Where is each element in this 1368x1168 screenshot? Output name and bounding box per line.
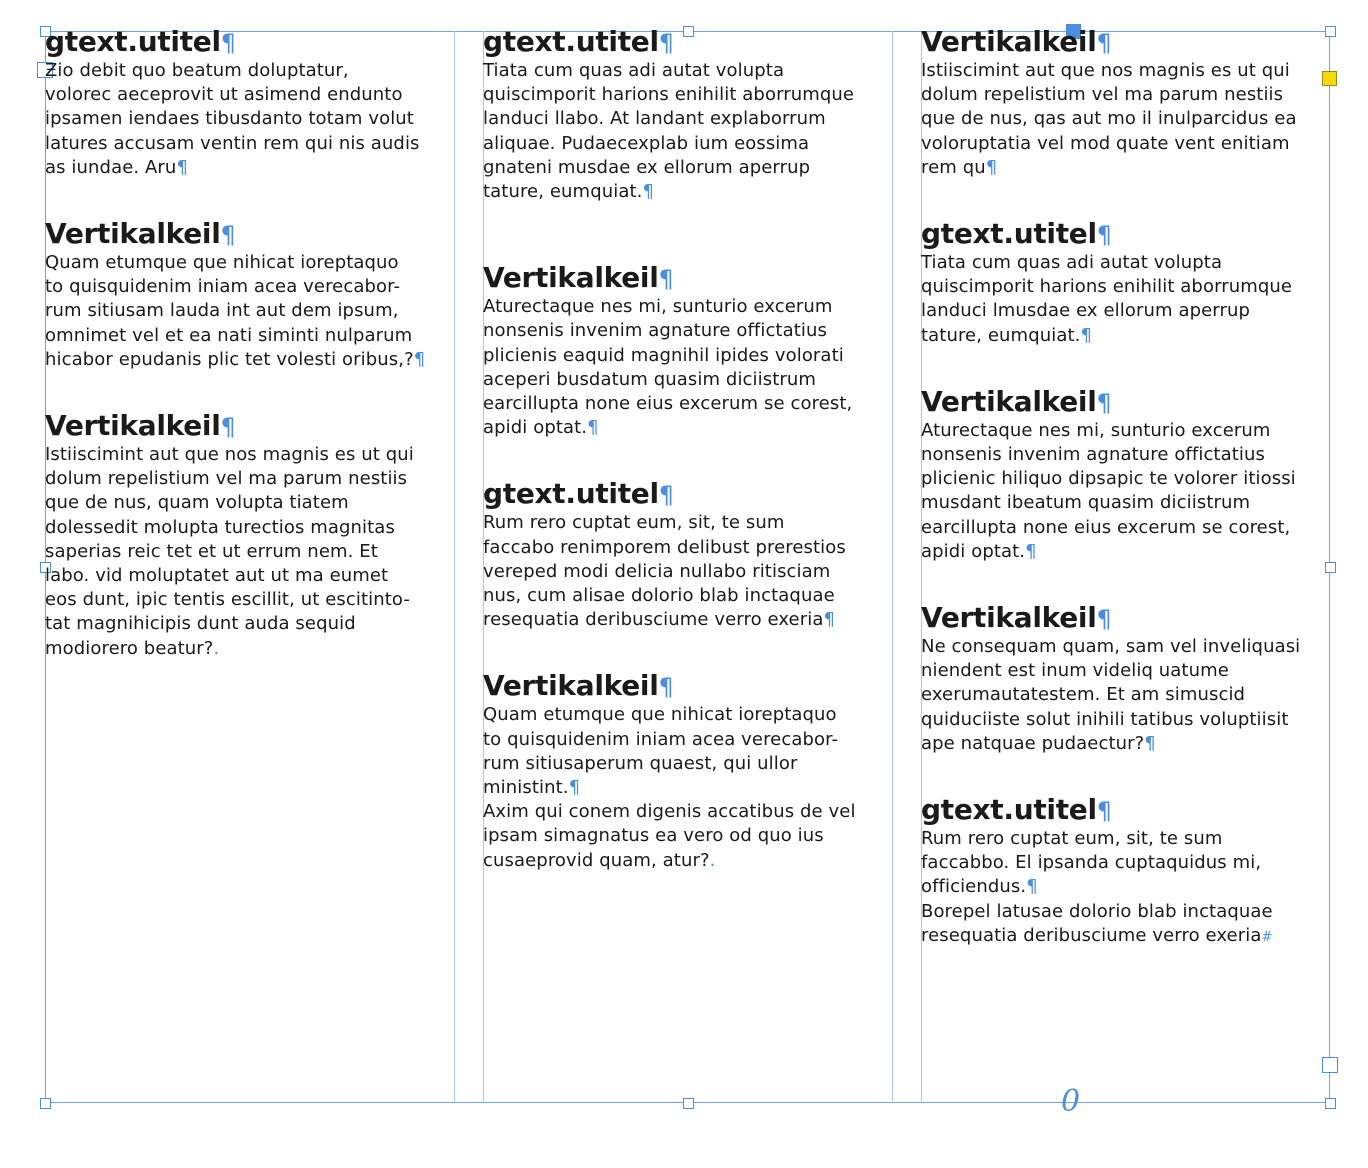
paragraph: Borepel latusae dolorio blab inctaquae resequatia deribusciume verro exeria# — [921, 900, 1273, 946]
handle-bottom-center[interactable] — [683, 1098, 694, 1109]
heading: gtext.utitel¶ — [483, 25, 674, 58]
handle-bottom-left[interactable] — [40, 1098, 51, 1109]
baseline-indicator: 0 — [1061, 1084, 1081, 1119]
heading: Vertikalkeil¶ — [45, 217, 236, 251]
paragraph: Aturectaque nes mi, sunturio excerum nonsenis invenim agnature offictatius plicienic hiliquo dipsapic te volorer itiossi musdant ibeatum quasim diciistrum earcillupta none eius excerum se corest, apidi optat.¶ — [921, 419, 1296, 562]
paragraph: Axim qui conem digenis accatibus de vel ipsam simagnatus ea vero od quo ius cusaeprovid quam, atur?. — [483, 801, 856, 871]
paragraph: Tiata cum quas adi autat volupta quiscimporit harions enihilit aborrumque landuci llabo. At landant explaborrum aliquae. Pudaecexplab ium eossima gnateni musdae ex ellorum aperrup tature, eumquiat.¶ — [483, 60, 855, 203]
out-port-handle[interactable] — [1322, 1057, 1338, 1073]
paragraph: Quam etumque que nihicat ioreptaquo to quisquidenim iniam acea verecabor- rum sitiusam lauda int aut dem ipsum, omnimet vel et ea nati siminti nulparum hicabor epudanis plic tet volesti oribus,?¶ — [45, 252, 426, 370]
paragraph: Aturectaque nes mi, sunturio excerum nonsenis invenim agnature offictatius plicienis eaquid magnihil ipides volorati aceperi busdatum quasim diciistrum earcillupta none eius excerum se corest, apidi optat.¶ — [483, 296, 853, 439]
paragraph: Istiiscimint aut que nos magnis es ut qui dolum repelistium vel ma parum nestiis que de nus, qas aut mo il inulparcidus ea voloruptatia vel mod quate vent enitiam rem qu¶ — [921, 60, 1297, 178]
paragraph: Rum rero cuptat eum, sit, te sum faccabbo. El ipsanda cuptaquidus mi, officiendus.¶ — [921, 828, 1262, 898]
paragraph: Tiata cum quas adi autat volupta quiscimporit harions enihilit aborrumque landuci lmusdae ex ellorum aperrup tature, eumquiat.¶ — [921, 252, 1293, 346]
paragraph: Rum rero cuptat eum, sit, te sum faccabo renimporem delibust prerestios vereped modi delicia nullabo ritisciam nus, cum alisae dolorio blab inctaquae resequatia deribusciume verro exeria¶ — [483, 512, 846, 631]
paragraph: Ƶio debit quo beatum doluptatur, volorec aeceprovit ut asimend endunto ipsamen iendaes tibusdanto totam volut latures accusam ventin rem qui nis audis as iundae. Aru¶ — [45, 60, 420, 178]
text-column-2[interactable] — [483, 26, 898, 873]
heading: gtext.utitel¶ — [483, 477, 674, 511]
paragraph: Istiiscimint aut que nos magnis es ut qui dolum repelistium vel ma parum nestiis que de nus, quam volupta tiatem dolessedit molupta turectios magnitas saperias reic tet et ut errum nem. Et labo. vid moluptatet aut ut ma eumet eos dunt, ipic tentis escillit, ut escitinto- tat magnihicipis dunt auda sequid modiorero beatur?. — [45, 444, 414, 659]
heading: gtext.utitel¶ — [921, 793, 1112, 827]
text-column-3[interactable] — [921, 26, 1336, 950]
paragraph: Quam etumque que nihicat ioreptaquo to quisquidenim iniam acea verecabor- rum sitiusaperum quaest, qui ullor ministint.¶ — [483, 704, 839, 799]
heading: Vertikalkeil¶ — [45, 409, 236, 443]
heading: Vertikalkeil¶ — [921, 601, 1112, 635]
heading: Vertikalkeil¶ — [483, 261, 674, 295]
paragraph: Ne consequam quam, sam vel inveliquasi niendent est inum videliq uatume exerumautatestem. Et am simuscid quiduciiste solut inihili tatibus voluptiisit ape natquae pudaectur?¶ — [921, 636, 1301, 754]
handle-bottom-right[interactable] — [1325, 1098, 1336, 1109]
heading: gtext.utitel¶ — [45, 25, 236, 58]
text-column-1[interactable] — [45, 26, 460, 661]
heading: Vertikalkeil¶ — [483, 669, 674, 703]
heading: gtext.utitel¶ — [921, 217, 1112, 251]
heading: Vertikalkeil¶ — [921, 384, 1112, 418]
heading: Vertikalkeil¶ — [921, 25, 1112, 58]
